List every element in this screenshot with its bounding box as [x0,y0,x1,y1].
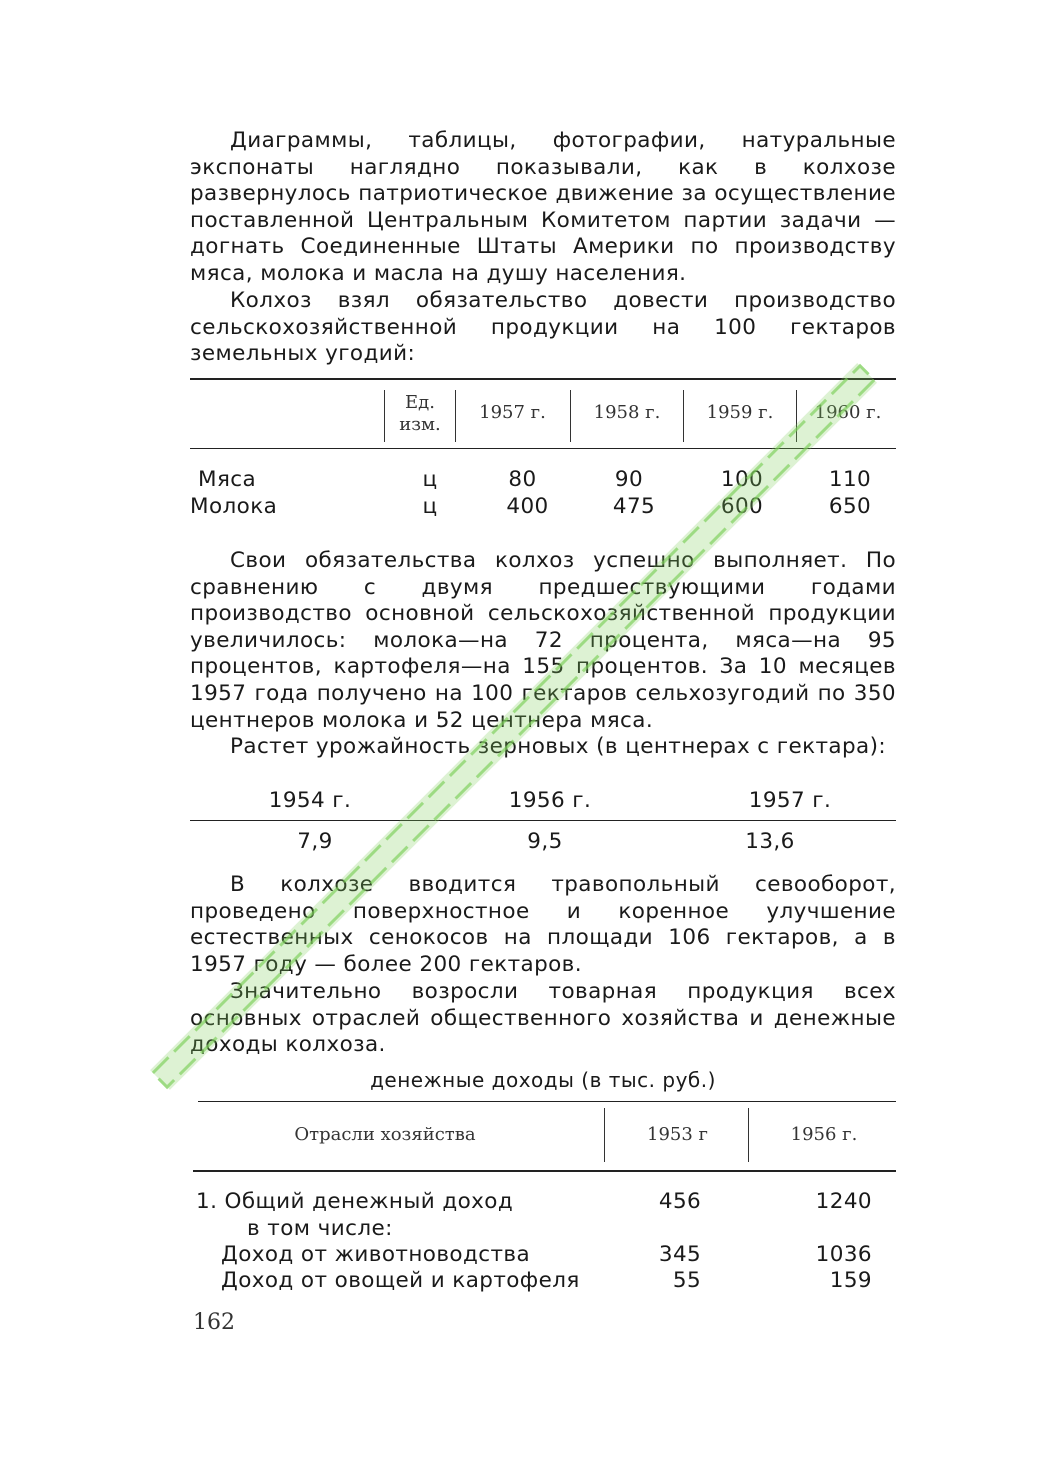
page-number: 162 [193,1310,235,1335]
income-table-caption: денежные доходы (в тыс. руб.) [370,1068,716,1092]
yield-year: 1956 г. [508,788,592,813]
table3-header-1953: 1953 г [647,1124,708,1145]
table1-cell: 475 [612,494,656,519]
table1-cell: 90 [614,467,644,492]
table1-cell: 650 [828,494,872,519]
table1-row-unit: ц [422,494,438,519]
table3-cell: 1240 [815,1189,872,1214]
yield-year: 1957 г. [748,788,832,813]
paragraph-1: Диаграммы, таблицы, фотографии, натуральные экспонаты наглядно показывали, как в колхозе развернулось патриотическое движение за осуществление поставленной Центральным Комитетом партии задачи — догнать Соединенные Штаты Америки по производству мяса, молока и масла на душу населения. [190,128,896,286]
table3-cell: 345 [658,1242,702,1267]
paragraph-4: Растет урожайность зерновых (в центнерах с гектара): [230,734,887,759]
table1-header-1957: 1957 г. [479,402,546,423]
table3-header-1956: 1956 г. [790,1124,858,1145]
table1-row-label: Молока [190,494,278,519]
table3-cell: 456 [658,1189,702,1214]
table3-row-label: Доход от животноводства [221,1242,531,1267]
table3-row-label: Доход от овощей и картофеля [221,1268,580,1293]
table3-separator [604,1108,605,1162]
table1-header-1960: 1960 г. [814,402,882,423]
table3-header-branch: Отрасли хозяйства [294,1124,476,1145]
table3-cell: 1036 [815,1242,872,1267]
table1-cell: 100 [720,467,764,492]
paragraph-2: Колхоз взял обязательство довести производство сельскохозяйственной продукции на 100 гектаров земельных угодий: [190,288,896,367]
table3-separator [748,1108,749,1162]
watermark-stripe [150,360,890,1100]
table3-top-rule [198,1101,896,1102]
table3-cell: 159 [829,1268,872,1293]
paragraph-5: В колхозе вводится травопольный севооборот, проведено поверхностное и коренное улучшение естественных сенокосов на площади 106 гектаров, а в 1957 году — более 200 гектаров. [190,872,896,977]
paragraph-6: Значительно возросли товарная продукция всех основных отраслей общественного хозяйства и денежные доходы колхоза. [190,979,896,1058]
yield-value: 9,5 [527,829,563,854]
paragraph-3: Свои обязательства колхоз успешно выполняет. По сравнению с двумя предшествующими годами производство основной сельскохозяйственной продукции увеличилось: молока—на 72 процента, мяса—на 95 процентов, картофеля—на 155 процентов. За 10 месяцев 1957 года получено на 100 гектаров сельхозугодий по 350 центнеров молока и 52 центнера мяса. [190,548,896,733]
table1-cell: 400 [506,494,549,519]
table1-cell: 110 [828,467,872,492]
table1-header-1958: 1958 г. [593,402,661,423]
yield-year: 1954 г. [268,788,352,813]
table1-cell: 80 [508,467,537,492]
table3-header-rule [193,1170,896,1172]
yield-value: 13,6 [745,829,795,854]
table1-cell: 600 [720,494,764,519]
table3-cell: 55 [672,1268,702,1293]
table1-header-1959: 1959 г. [706,402,774,423]
table1-row-unit: ц [422,467,438,492]
table3-row-label: в том числе: [247,1216,393,1241]
table3-row-label: 1. Общий денежный доход [196,1189,514,1214]
table1-header-unit: Ед. изм. [399,392,441,435]
table1-row-label: Мяса [198,467,257,492]
yield-value: 7,9 [297,829,333,854]
